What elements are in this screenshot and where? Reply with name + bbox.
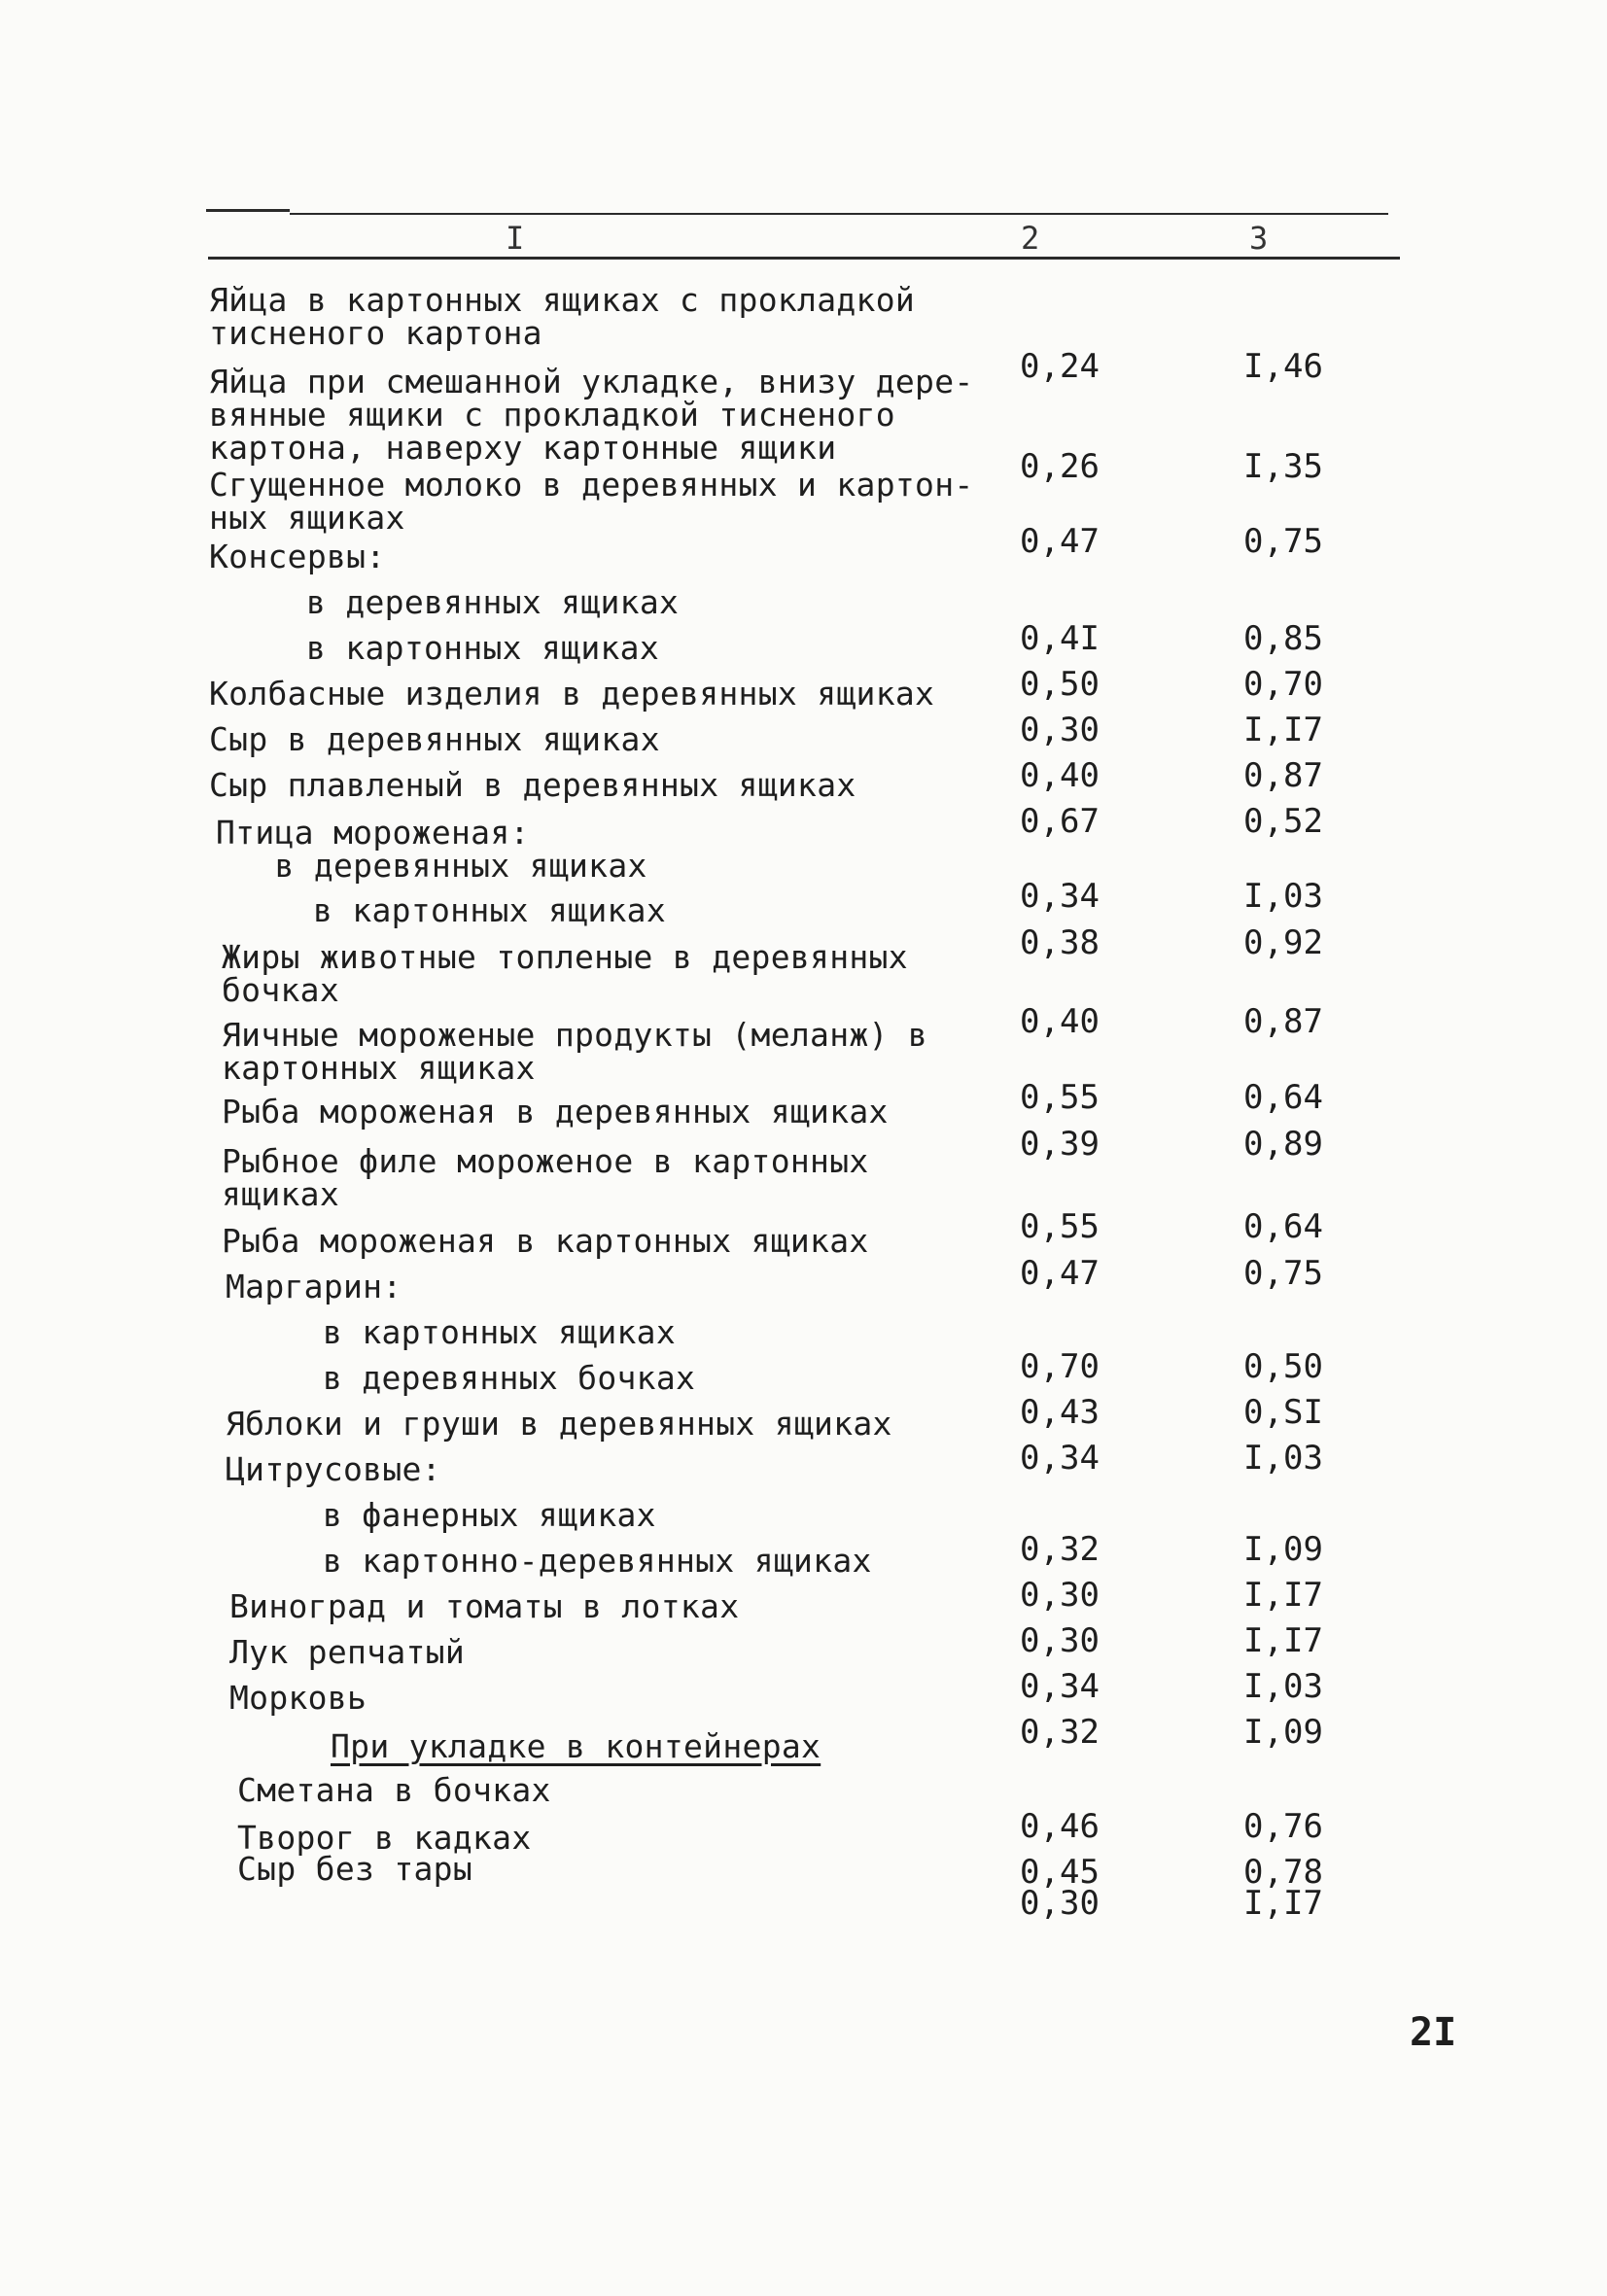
row-14-value-col2: 0,39: [1020, 1125, 1100, 1164]
row-23-value-col2: 0,30: [1020, 1576, 1100, 1615]
header-bottom-rule: [208, 257, 1400, 260]
row-11-label: в картонных ящиках: [313, 891, 667, 929]
row-4-label: Консервы:: [209, 538, 386, 575]
row-29-value-col3: 0,78: [1243, 1853, 1323, 1892]
row-12-label: Жиры животные топленые в деревянных бочках: [222, 938, 908, 1009]
row-2-label: Яйца при смешанной укладке, внизу дере- вянные ящики с прокладкой тисненого картона, наверху картонные ящики: [209, 363, 974, 467]
row-9-value-col2: 0,67: [1020, 802, 1100, 841]
row-24-value-col3: I,I7: [1243, 1621, 1323, 1660]
row-1-label: Яйца в картонных ящиках с прокладкой тисненого картона: [209, 281, 916, 352]
table-top-rule-left: [206, 209, 290, 212]
row-10-value-col2: 0,34: [1020, 877, 1100, 916]
row-11-value-col3: 0,92: [1243, 923, 1323, 962]
row-30-label: Сыр без тары: [237, 1850, 473, 1888]
row-5-label: в деревянных ящиках: [306, 583, 680, 621]
row-16-value-col3: 0,75: [1243, 1254, 1323, 1293]
row-20-value-col2: 0,34: [1020, 1439, 1100, 1478]
row-8-label: Сыр в деревянных ящиках: [209, 720, 660, 758]
row-8-value-col3: 0,87: [1243, 756, 1323, 795]
row-15-value-col3: 0,64: [1243, 1207, 1323, 1246]
row-18-label: в картонных ящиках: [323, 1313, 677, 1351]
row-17-label: Маргарин:: [226, 1268, 402, 1305]
row-14-label: Рыба мороженая в деревянных ящиках: [222, 1093, 889, 1131]
table-top-rule: [290, 213, 1388, 215]
page-number: 2I: [1410, 2010, 1457, 2055]
row-30-value-col3: I,I7: [1243, 1884, 1323, 1923]
row-19-label: в деревянных бочках: [323, 1359, 696, 1397]
row-7-value-col3: I,I7: [1243, 711, 1323, 749]
row-10-label: Птица мороженая: в деревянных ящиках: [216, 814, 647, 885]
row-30-value-col2: 0,30: [1020, 1884, 1100, 1923]
row-29-label: Творог в кадках: [237, 1819, 532, 1857]
row-12-value-col3: 0,87: [1243, 1002, 1323, 1041]
row-24-value-col2: 0,30: [1020, 1621, 1100, 1660]
row-7-label: Колбасные изделия в деревянных ящиках: [209, 675, 935, 713]
row-13-label: Яичные мороженые продукты (меланж) в картонных ящиках: [222, 1016, 928, 1087]
row-22-value-col3: I,09: [1243, 1530, 1323, 1569]
row-19-value-col3: 0,SI: [1243, 1393, 1323, 1432]
row-3-label: Сгущенное молоко в деревянных и картон- ных ящиках: [209, 466, 974, 537]
row-25-label: Лук репчатый: [229, 1633, 466, 1671]
row-6-value-col2: 0,50: [1020, 665, 1100, 704]
row-25-value-col3: I,03: [1243, 1667, 1323, 1706]
row-1-value-col2: 0,24: [1020, 347, 1100, 386]
row-27-label: При укладке в контейнерах: [331, 1727, 821, 1765]
row-23-label: в картонно-деревянных ящиках: [323, 1542, 872, 1580]
column-header-2: 2: [1021, 220, 1040, 257]
row-20-value-col3: I,03: [1243, 1439, 1323, 1478]
row-1-value-col3: I,46: [1243, 347, 1323, 386]
row-14-value-col3: 0,89: [1243, 1125, 1323, 1164]
row-22-label: в фанерных ящиках: [323, 1496, 656, 1534]
row-11-value-col2: 0,38: [1020, 923, 1100, 962]
row-13-value-col2: 0,55: [1020, 1078, 1100, 1117]
row-2-value-col2: 0,26: [1020, 447, 1100, 486]
row-9-label: Сыр плавленый в деревянных ящиках: [209, 766, 856, 804]
row-25-value-col2: 0,34: [1020, 1667, 1100, 1706]
row-26-value-col3: I,09: [1243, 1713, 1323, 1752]
row-18-value-col3: 0,50: [1243, 1347, 1323, 1386]
row-22-value-col2: 0,32: [1020, 1530, 1100, 1569]
row-21-label: Цитрусовые:: [226, 1450, 441, 1488]
row-15-label: Рыбное филе мороженое в картонных ящиках: [222, 1142, 869, 1213]
row-28-value-col3: 0,76: [1243, 1807, 1323, 1846]
row-10-value-col3: I,03: [1243, 877, 1323, 916]
row-18-value-col2: 0,70: [1020, 1347, 1100, 1386]
row-5-value-col3: 0,85: [1243, 619, 1323, 658]
row-9-value-col3: 0,52: [1243, 802, 1323, 841]
row-26-value-col2: 0,32: [1020, 1713, 1100, 1752]
row-13-value-col3: 0,64: [1243, 1078, 1323, 1117]
row-3-value-col3: 0,75: [1243, 522, 1323, 561]
row-8-value-col2: 0,40: [1020, 756, 1100, 795]
row-28-label: Сметана в бочках: [237, 1771, 551, 1809]
row-16-value-col2: 0,47: [1020, 1254, 1100, 1293]
row-16-label: Рыба мороженая в картонных ящиках: [222, 1222, 869, 1260]
row-20-label: Яблоки и груши в деревянных ящиках: [226, 1405, 892, 1443]
row-2-value-col3: I,35: [1243, 447, 1323, 486]
row-7-value-col2: 0,30: [1020, 711, 1100, 749]
row-26-label: Морковь: [229, 1679, 367, 1717]
column-header-1: I: [506, 220, 525, 257]
row-12-value-col2: 0,40: [1020, 1002, 1100, 1041]
row-5-value-col2: 0,4I: [1020, 619, 1100, 658]
row-28-value-col2: 0,46: [1020, 1807, 1100, 1846]
row-3-value-col2: 0,47: [1020, 522, 1100, 561]
column-header-3: 3: [1249, 220, 1269, 257]
row-24-label: Виноград и томаты в лотках: [229, 1587, 740, 1625]
row-6-value-col3: 0,70: [1243, 665, 1323, 704]
row-15-value-col2: 0,55: [1020, 1207, 1100, 1246]
row-6-label: в картонных ящиках: [306, 629, 660, 667]
row-23-value-col3: I,I7: [1243, 1576, 1323, 1615]
row-19-value-col2: 0,43: [1020, 1393, 1100, 1432]
row-29-value-col2: 0,45: [1020, 1853, 1100, 1892]
